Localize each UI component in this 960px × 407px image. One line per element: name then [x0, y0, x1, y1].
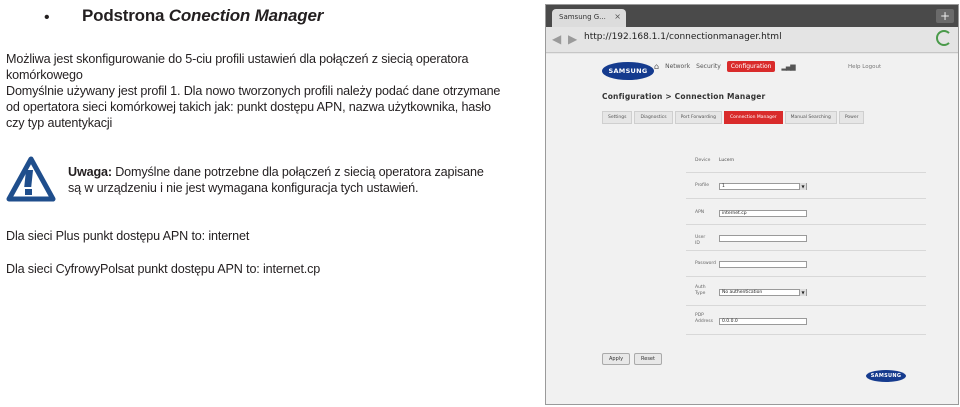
browser-tab-bar	[546, 5, 958, 27]
intro-line: od opertatora sieci komórkowej takich jak: punkt dostępu APN, nazwa użytkownika, hasło	[6, 100, 491, 114]
warning-label: Uwaga:	[68, 165, 112, 179]
auth-label-line: Auth	[695, 285, 706, 290]
new-tab-button[interactable]: +	[936, 9, 954, 23]
divider	[686, 305, 926, 306]
intro-line: Możliwa jest skonfigurowanie do 5-ciu profili ustawień dla połączeń z siecią operatora	[6, 52, 469, 66]
tab-manual-searching[interactable]: Manual Searching	[785, 111, 837, 124]
intro-paragraph	[6, 51, 518, 131]
divider	[686, 250, 926, 251]
intro-line: Domyślnie używany jest profil 1. Dla nowo tworzonych profili należy podać dane otrzymane	[6, 84, 501, 98]
router-top-nav	[654, 61, 795, 72]
nav-configuration[interactable]: Configuration	[727, 61, 776, 72]
browser-tab[interactable]	[552, 9, 626, 27]
profile-select[interactable]	[719, 183, 807, 190]
samsung-footer-logo: SAMSUNG	[866, 370, 906, 382]
tab-settings[interactable]: Settings	[602, 111, 632, 124]
forward-arrow-icon[interactable]: ▶	[568, 32, 578, 46]
warning-triangle-icon	[6, 156, 56, 202]
tab-power[interactable]: Power	[839, 111, 865, 124]
intro-line: komórkowego	[6, 68, 83, 82]
profile-label: Profile	[695, 183, 709, 188]
warning-note	[68, 164, 518, 196]
divider	[686, 276, 926, 277]
apn-cyfrowypolsat-line: Dla sieci CyfrowyPolsat punkt dostępu APN to: internet.cp	[6, 262, 321, 276]
help-logout-links[interactable]: Help Logout	[848, 64, 882, 70]
auth-type-value: No authentication	[722, 290, 763, 295]
userid-label: User ID	[695, 235, 706, 246]
divider	[686, 334, 926, 335]
warning-line: są w urządzeniu i nie jest wymagana konfiguracja tych ustawień.	[68, 181, 419, 195]
apn-label: APN	[695, 210, 705, 215]
divider	[686, 198, 926, 199]
bullet-marker: •	[44, 9, 50, 26]
title-prefix: Podstrona	[82, 6, 165, 25]
router-page	[546, 54, 958, 405]
reset-button[interactable]: Reset	[634, 353, 662, 365]
divider	[686, 172, 926, 173]
password-label: Password	[695, 261, 717, 266]
tab-diagnostics[interactable]: Diagnostics	[634, 111, 672, 124]
device-label: Device	[695, 158, 711, 163]
device-value: Lucern	[719, 158, 735, 163]
samsung-logo: SAMSUNG	[602, 62, 654, 80]
breadcrumb: Configuration > Connection Manager	[602, 92, 766, 101]
config-subtabs	[602, 111, 864, 124]
signal-icon: ▂▄▆	[781, 62, 795, 71]
apply-button[interactable]: Apply	[602, 353, 630, 365]
browser-screenshot	[545, 4, 959, 405]
title-name: Conection Manager	[168, 6, 324, 25]
home-icon[interactable]: ⌂	[654, 62, 660, 71]
address-bar[interactable]: http://192.168.1.1/connectionmanager.html	[584, 32, 782, 42]
tab-title: Samsung G...	[559, 13, 606, 21]
back-arrow-icon[interactable]: ◀	[552, 32, 562, 46]
divider	[686, 224, 926, 225]
nav-security[interactable]: Security	[696, 63, 721, 70]
refresh-icon[interactable]	[936, 30, 952, 46]
page-title	[82, 6, 323, 26]
warning-text: Domyślne dane potrzebne dla połączeń z siecią operatora zapisane	[111, 165, 484, 179]
tab-connection-manager[interactable]: Connection Manager	[724, 111, 783, 124]
userid-field[interactable]	[719, 235, 807, 242]
warning-line	[68, 164, 518, 180]
apn-field[interactable]: internet.cp	[719, 210, 807, 217]
pdp-address-field[interactable]: 0.0.0.0	[719, 318, 807, 325]
browser-toolbar	[546, 27, 958, 53]
auth-type-select[interactable]	[719, 289, 807, 296]
apn-plus-line: Dla sieci Plus punkt dostępu APN to: internet	[6, 229, 250, 243]
pdp-label-line: PDP	[695, 313, 704, 318]
auth-type-label	[695, 285, 706, 297]
close-icon[interactable]: ×	[614, 12, 621, 21]
pdp-label-line: Address	[695, 319, 713, 324]
chevron-down-icon: ▼	[799, 183, 806, 190]
auth-label-line: Type	[695, 291, 706, 296]
pdp-address-label	[695, 313, 713, 325]
tab-port-forwarding[interactable]: Port Forwarding	[675, 111, 722, 124]
nav-network[interactable]: Network	[665, 63, 691, 70]
chevron-down-icon: ▼	[799, 289, 806, 296]
intro-line: czy typ autentykacji	[6, 116, 113, 130]
password-field[interactable]	[719, 261, 807, 268]
profile-value: 1	[722, 184, 725, 189]
